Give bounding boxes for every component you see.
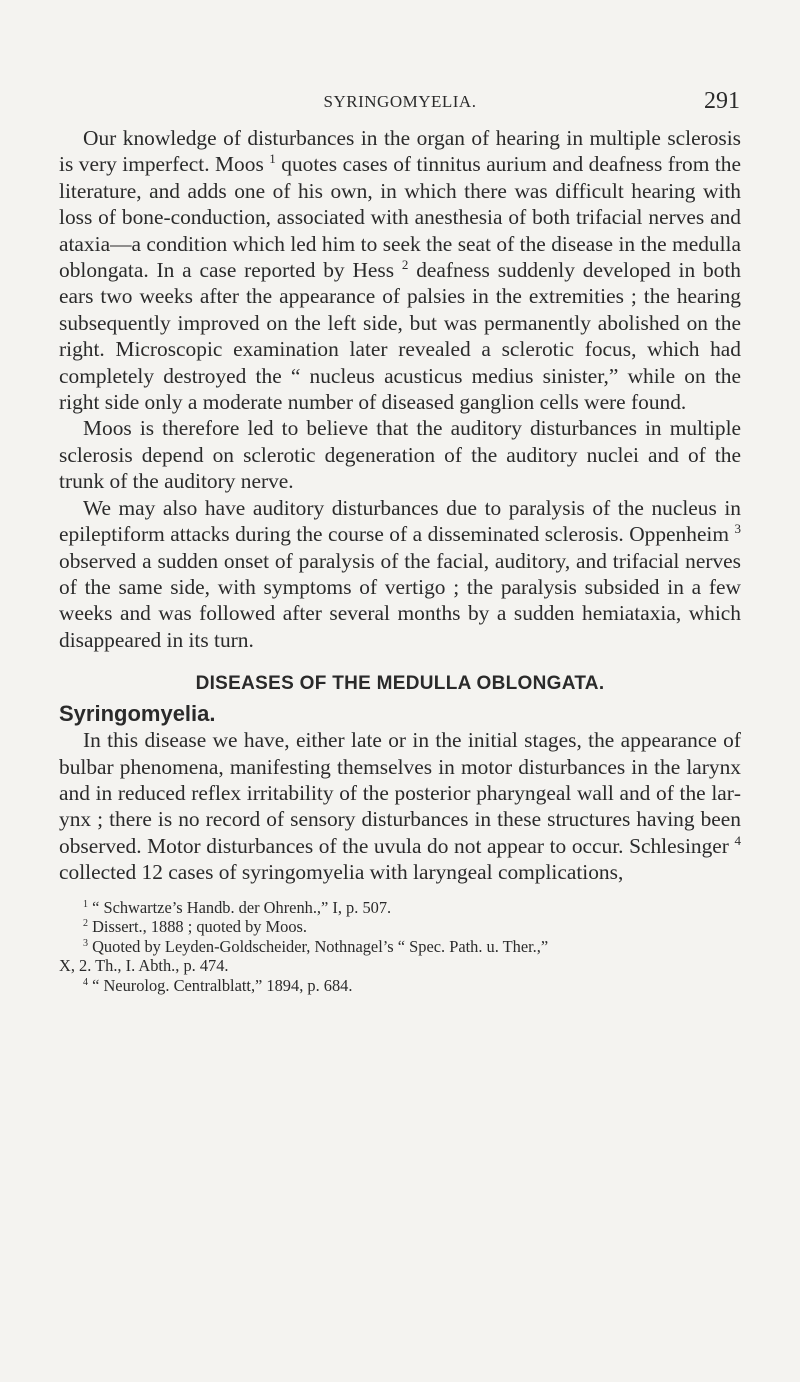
- page-number: 291: [704, 88, 740, 114]
- footnote-ref-3: 3: [734, 521, 741, 537]
- footnote-4: [59, 976, 741, 996]
- footnote-mark: 1: [83, 898, 88, 910]
- footnote-mark: 4: [83, 976, 88, 988]
- paragraph-hearing: [59, 125, 741, 415]
- page-content: [59, 125, 741, 996]
- running-head: [60, 88, 740, 118]
- footnote-ref-2: 2: [401, 257, 409, 273]
- footnote-3: [59, 937, 741, 957]
- footnote-text: “ Neurolog. Centralblatt,” 1894, p. 684.: [88, 975, 353, 995]
- footnote-2: [59, 917, 741, 937]
- footnote-ref-4: 4: [734, 832, 741, 848]
- text-run: collected 12 cases of syringomyelia with laryngeal complications,: [59, 860, 624, 885]
- running-title: SYRINGOMYELIA.: [323, 92, 477, 111]
- text-run: We may also have auditory disturbances due to paralysis of the nucleus in epileptiform attacks during the course of a disseminated sclerosis. Oppenheim: [59, 495, 741, 547]
- text-run: Our knowledge of disturbances in the organ of hearing in multiple sclerosis is very imperfect. Moos: [59, 126, 741, 177]
- footnote-ref-1: 1: [269, 151, 276, 167]
- section-heading: DISEASES OF THE MEDULLA OBLONGATA.: [195, 673, 605, 695]
- footnote-1: [59, 898, 741, 918]
- footnote-mark: 3: [83, 937, 88, 949]
- footnotes: [59, 898, 741, 996]
- text-run: In this disease we have, either late or in the initial stages, the appearance of bulbar phenomena, manifesting themselves in motor disturbances in the larynx and in reduced reflex irritability of the posterior pharyngeal wall and of the larynx ; there is no record of sensory disturbances in these structures having been observed. Motor disturbances of the uvula do not appear to occur. Schlesinger: [59, 728, 741, 858]
- subsection-heading: Syringomyelia.: [59, 701, 216, 727]
- footnote-3-continuation: X, 2. Th., I. Abth., p. 474.: [59, 956, 229, 976]
- paragraph-moos-conclusion: Moos is therefore led to believe that the auditory disturbances in multiple sclerosis depend on sclerotic degeneration of the auditory nuclei and of the trunk of the auditory nerve.: [59, 416, 741, 494]
- text-run: quotes cases of tinnitus aurium and deafness from the literature, and adds one of his own, in which there was difficult hearing with loss of bone-conduction, associated with anesthesia of both trifacial nerves and ataxia—a condition which led him to seek the seat of the disease in the medulla oblongata. In a case reported by Hess: [59, 152, 741, 283]
- footnote-text: Quoted by Leyden-Goldscheider, Nothnagel’s “ Spec. Path. u. Ther.,”: [88, 936, 549, 956]
- footnote-text: Dissert., 1888 ; quoted by Moos.: [88, 917, 307, 937]
- paragraph-syringomyelia: [59, 727, 741, 885]
- text-run: deafness suddenly developed in both ears two weeks after the appearance of palsies in the extremities ; the hearing subsequently improved on the left side, but was permanently abolished on the right. Microscopic examination later revealed a sclerotic focus, which had completely destroyed the “ nucleus acusticus medius sinister,” while on the right side only a moderate number of diseased ganglion cells were found.: [59, 258, 741, 415]
- text-run: observed a sudden onset of paralysis of the facial, auditory, and trifacial nerves of the same side, with symptoms of vertigo ; the paralysis subsided in a few weeks and was followed after several months by a sudden hemiataxia, which disappeared in its turn.: [59, 548, 741, 652]
- footnote-text: “ Schwartze’s Handb. der Ohrenh.,” I, p. 507.: [88, 897, 392, 917]
- paragraph-epileptiform: [59, 495, 741, 653]
- footnote-mark: 2: [83, 918, 88, 930]
